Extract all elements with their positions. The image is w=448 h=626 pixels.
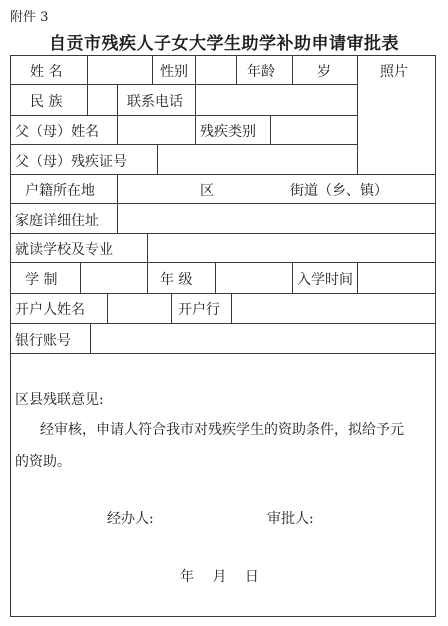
date-label: 年 月 日 xyxy=(180,569,259,585)
row-divider xyxy=(10,84,357,85)
cell-divider xyxy=(231,293,232,323)
cell-divider xyxy=(87,55,88,84)
age-label: 年龄 xyxy=(247,64,275,80)
name-label: 姓 名 xyxy=(30,64,63,80)
cell-divider xyxy=(236,55,237,84)
form-title: 自贡市残疾人子女大学生助学补助申请审批表 xyxy=(49,34,399,54)
table-left-border xyxy=(10,55,11,617)
cell-divider xyxy=(215,262,216,293)
cell-divider xyxy=(117,84,118,115)
address-label: 家庭详细住址 xyxy=(15,213,99,229)
opinion-text-line2: 的资助。 xyxy=(15,454,71,470)
row-divider xyxy=(10,262,436,263)
row-divider xyxy=(10,233,436,234)
photo-cell-divider xyxy=(357,55,358,174)
cell-divider xyxy=(107,293,108,323)
ethnicity-label: 民 族 xyxy=(30,94,63,110)
parent-cert-label: 父（母）残疾证号 xyxy=(15,154,127,170)
table-top-border xyxy=(10,55,436,56)
row-divider xyxy=(10,293,436,294)
handler-label: 经办人: xyxy=(107,511,154,527)
phone-label: 联系电话 xyxy=(127,94,183,110)
cell-divider xyxy=(292,262,293,293)
grade-label: 年 级 xyxy=(160,272,193,288)
table-right-border xyxy=(435,55,436,617)
cell-divider xyxy=(147,262,148,293)
approver-label: 审批人: xyxy=(267,511,314,527)
opinion-heading: 区县残联意见: xyxy=(15,392,104,408)
cell-divider xyxy=(90,323,91,353)
row-divider xyxy=(10,353,436,354)
cell-divider xyxy=(195,115,196,144)
cell-divider xyxy=(171,293,172,323)
street-label: 街道（乡、镇） xyxy=(290,183,388,199)
cell-divider xyxy=(87,84,88,115)
attachment-label: 附件 3 xyxy=(10,10,49,25)
parent-name-label: 父（母）姓名 xyxy=(15,124,99,140)
opinion-text-line1: 经审核，申请人符合我市对残疾学生的资助条件，拟给予元 xyxy=(40,422,404,438)
bank-label: 开户行 xyxy=(178,302,220,318)
cell-divider xyxy=(117,174,118,203)
cell-divider xyxy=(80,262,81,293)
enroll-time-label: 入学时间 xyxy=(297,272,353,288)
account-no-label: 银行账号 xyxy=(15,333,71,349)
cell-divider xyxy=(292,55,293,84)
disability-type-label: 残疾类别 xyxy=(200,124,256,140)
cell-divider xyxy=(147,233,148,262)
row-divider xyxy=(10,174,436,175)
cell-divider xyxy=(270,115,271,144)
gender-label: 性别 xyxy=(160,64,188,80)
photo-label: 照片 xyxy=(380,64,408,80)
account-holder-label: 开户人姓名 xyxy=(15,302,85,318)
table-bottom-border xyxy=(10,616,436,617)
duration-label: 学 制 xyxy=(25,272,58,288)
row-divider xyxy=(10,144,357,145)
row-divider xyxy=(10,203,436,204)
cell-divider xyxy=(152,55,153,84)
row-divider xyxy=(10,323,436,324)
school-label: 就读学校及专业 xyxy=(15,242,113,258)
cell-divider xyxy=(357,262,358,293)
household-label: 户籍所在地 xyxy=(25,183,95,199)
cell-divider xyxy=(117,203,118,233)
cell-divider xyxy=(195,55,196,84)
row-divider xyxy=(10,115,357,116)
cell-divider xyxy=(157,144,158,174)
cell-divider xyxy=(195,84,196,115)
district-label: 区 xyxy=(200,183,214,199)
age-unit-label: 岁 xyxy=(317,64,331,80)
cell-divider xyxy=(117,115,118,144)
